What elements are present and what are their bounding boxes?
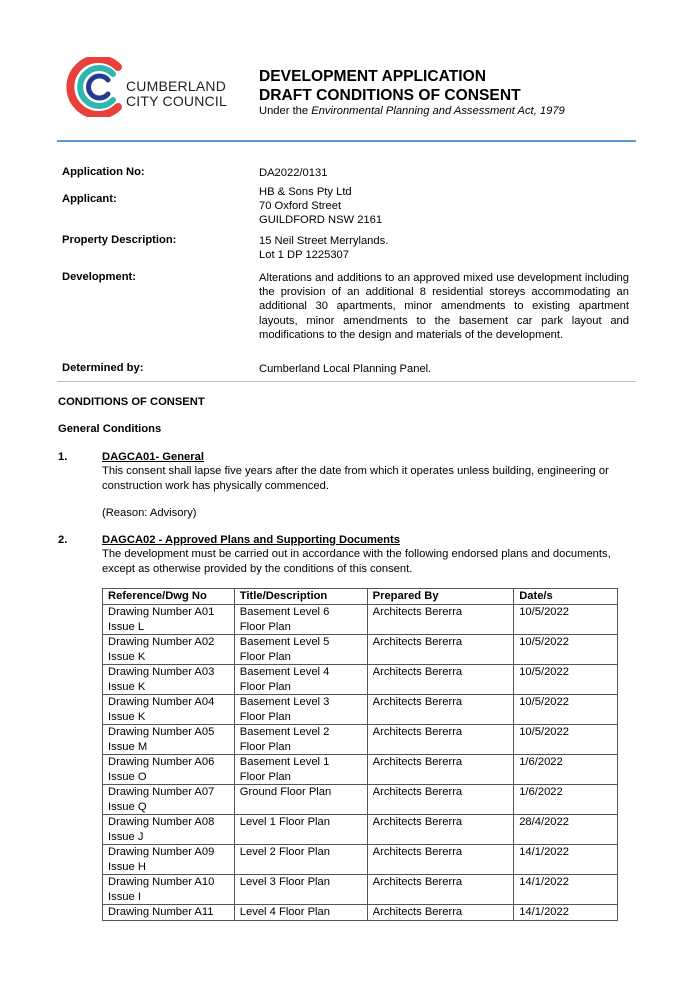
development-value: Alterations and additions to an approved mixed use development including the provision of an additional 8 residential storeys accommodating an additional 30 apartments, minor amendments to existing apartment layouts, minor amendments to the basement car park layout and modifications to the design and materials of the development.	[259, 272, 629, 341]
document-title	[259, 67, 521, 105]
details-divider	[57, 381, 636, 382]
council-name-line2: CITY COUNCIL	[126, 93, 227, 109]
cell-date: 10/5/2022	[514, 665, 618, 695]
table-header-row	[103, 589, 618, 605]
council-name-line1: CUMBERLAND	[126, 78, 227, 94]
title-line: Basement Level 4	[239, 666, 330, 678]
cell-reference	[103, 605, 235, 635]
reference-issue: Issue K	[108, 680, 146, 693]
cell-prepared-by: Architects Bererra	[367, 665, 514, 695]
cell-reference	[103, 665, 235, 695]
cell-prepared-by: Architects Bererra	[367, 725, 514, 755]
subtitle-prefix: Under the	[259, 105, 312, 117]
table-row	[103, 665, 618, 695]
document-subtitle	[259, 105, 565, 117]
reference-issue: Issue L	[108, 620, 145, 633]
table-row	[103, 905, 618, 921]
cell-prepared-by: Architects Bererra	[367, 815, 514, 845]
reference-drawing: Drawing Number A01	[108, 606, 215, 618]
reference-issue: Issue J	[108, 830, 144, 843]
title-line: Floor Plan	[239, 740, 291, 753]
condition-2-text: The development must be carried out in accordance with the following endorsed plans and documents, except as otherwise provided by the conditions of this consent.	[102, 548, 611, 575]
title-line: Floor Plan	[239, 710, 291, 723]
cell-prepared-by: Architects Bererra	[367, 905, 514, 921]
applicant-value	[259, 185, 382, 228]
cell-prepared-by: Architects Bererra	[367, 635, 514, 665]
table-row	[103, 815, 618, 845]
reference-drawing: Drawing Number A02	[108, 636, 215, 648]
cell-reference	[103, 755, 235, 785]
general-conditions-heading: General Conditions	[58, 423, 162, 435]
applicant-label: Applicant:	[62, 193, 117, 205]
cell-title	[234, 785, 367, 815]
reference-drawing: Drawing Number A09	[108, 846, 215, 858]
property-line: Lot 1 DP 1225307	[259, 249, 349, 262]
cell-title	[234, 905, 367, 921]
column-header-prepared-by: Prepared By	[367, 589, 514, 605]
title-line: Ground Floor Plan	[239, 786, 332, 798]
cell-title	[234, 605, 367, 635]
applicant-line: 70 Oxford Street	[259, 200, 342, 213]
property-label: Property Description:	[62, 234, 177, 246]
cell-reference	[103, 845, 235, 875]
cell-prepared-by: Architects Bererra	[367, 875, 514, 905]
reference-drawing: Drawing Number A08	[108, 816, 215, 828]
reference-drawing: Drawing Number A03	[108, 666, 215, 678]
cell-date: 10/5/2022	[514, 695, 618, 725]
cell-date: 10/5/2022	[514, 635, 618, 665]
cell-title	[234, 875, 367, 905]
table-row	[103, 635, 618, 665]
council-logo-icon	[62, 57, 132, 117]
property-line: 15 Neil Street Merrylands.	[259, 235, 389, 247]
applicant-line: HB & Sons Pty Ltd	[259, 186, 352, 198]
column-header-title: Title/Description	[234, 589, 367, 605]
cell-reference	[103, 725, 235, 755]
title-line: Basement Level 1	[239, 756, 330, 768]
title-line: Level 3 Floor Plan	[239, 876, 330, 888]
table-row	[103, 875, 618, 905]
reference-issue: Issue M	[108, 740, 148, 753]
cell-date: 10/5/2022	[514, 725, 618, 755]
cell-date: 10/5/2022	[514, 605, 618, 635]
cell-title	[234, 635, 367, 665]
condition-1-reason: (Reason: Advisory)	[102, 507, 197, 519]
reference-issue: Issue K	[108, 710, 146, 723]
reference-drawing: Drawing Number A06	[108, 756, 215, 768]
table-row	[103, 605, 618, 635]
title-line: Basement Level 3	[239, 696, 330, 708]
cell-date: 14/1/2022	[514, 845, 618, 875]
subtitle-act: Environmental Planning and Assessment Act, 1979	[311, 105, 565, 117]
application-no-value: DA2022/0131	[259, 167, 328, 179]
title-line: Floor Plan	[239, 650, 291, 663]
document-title-line2: DRAFT CONDITIONS OF CONSENT	[259, 87, 521, 104]
reference-drawing: Drawing Number A07	[108, 786, 215, 798]
cell-title	[234, 755, 367, 785]
reference-drawing: Drawing Number A11	[108, 906, 214, 918]
reference-issue: Issue K	[108, 650, 146, 663]
title-line: Basement Level 5	[239, 636, 330, 648]
cell-prepared-by: Architects Bererra	[367, 755, 514, 785]
column-header-date: Date/s	[514, 589, 618, 605]
title-line: Level 2 Floor Plan	[239, 846, 330, 858]
condition-2-number: 2.	[58, 534, 68, 546]
condition-1-text: This consent shall lapse five years after the date from which it operates unless building, engineering or construction work has physically commenced.	[102, 465, 609, 492]
table-row	[103, 695, 618, 725]
table-row	[103, 845, 618, 875]
reference-issue: Issue O	[108, 770, 147, 783]
table-row	[103, 755, 618, 785]
column-header-reference: Reference/Dwg No	[103, 589, 235, 605]
application-no-label: Application No:	[62, 166, 145, 178]
cell-title	[234, 695, 367, 725]
cell-date: 14/1/2022	[514, 875, 618, 905]
title-line: Level 4 Floor Plan	[239, 906, 330, 918]
cell-reference	[103, 875, 235, 905]
title-line: Basement Level 2	[239, 726, 330, 738]
approved-plans-table	[102, 588, 618, 921]
cell-reference	[103, 785, 235, 815]
cell-title	[234, 815, 367, 845]
cell-date: 1/6/2022	[514, 755, 618, 785]
table-row	[103, 785, 618, 815]
cell-prepared-by: Architects Bererra	[367, 695, 514, 725]
cell-reference	[103, 905, 235, 921]
property-value	[259, 234, 388, 262]
cell-prepared-by: Architects Bererra	[367, 785, 514, 815]
reference-issue: Issue Q	[108, 800, 147, 813]
reference-drawing: Drawing Number A04	[108, 696, 215, 708]
reference-issue: Issue I	[108, 890, 141, 903]
cell-prepared-by: Architects Bererra	[367, 845, 514, 875]
header-divider	[57, 140, 636, 142]
title-line: Level 1 Floor Plan	[239, 816, 330, 828]
cell-title	[234, 845, 367, 875]
council-name	[126, 79, 227, 109]
determined-value: Cumberland Local Planning Panel.	[259, 363, 432, 375]
condition-2-title: DAGCA02 - Approved Plans and Supporting Documents	[102, 534, 400, 546]
reference-drawing: Drawing Number A05	[108, 726, 215, 738]
determined-label: Determined by:	[62, 362, 144, 374]
cell-date: 28/4/2022	[514, 815, 618, 845]
cell-date: 14/1/2022	[514, 905, 618, 921]
document-title-line1: DEVELOPMENT APPLICATION	[259, 68, 486, 85]
cell-prepared-by: Architects Bererra	[367, 605, 514, 635]
conditions-heading: CONDITIONS OF CONSENT	[58, 396, 205, 408]
title-line: Floor Plan	[239, 770, 291, 783]
title-line: Floor Plan	[239, 680, 291, 693]
cell-reference	[103, 695, 235, 725]
reference-drawing: Drawing Number A10	[108, 876, 215, 888]
cell-reference	[103, 815, 235, 845]
cell-reference	[103, 635, 235, 665]
condition-1-number: 1.	[58, 451, 68, 463]
reference-issue: Issue H	[108, 860, 146, 873]
development-label: Development:	[62, 271, 136, 283]
cell-title	[234, 725, 367, 755]
applicant-line: GUILDFORD NSW 2161	[259, 214, 383, 227]
table-row	[103, 725, 618, 755]
condition-1-title: DAGCA01- General	[102, 451, 204, 463]
title-line: Basement Level 6	[239, 606, 330, 618]
cell-date: 1/6/2022	[514, 785, 618, 815]
cell-title	[234, 665, 367, 695]
title-line: Floor Plan	[239, 620, 291, 633]
